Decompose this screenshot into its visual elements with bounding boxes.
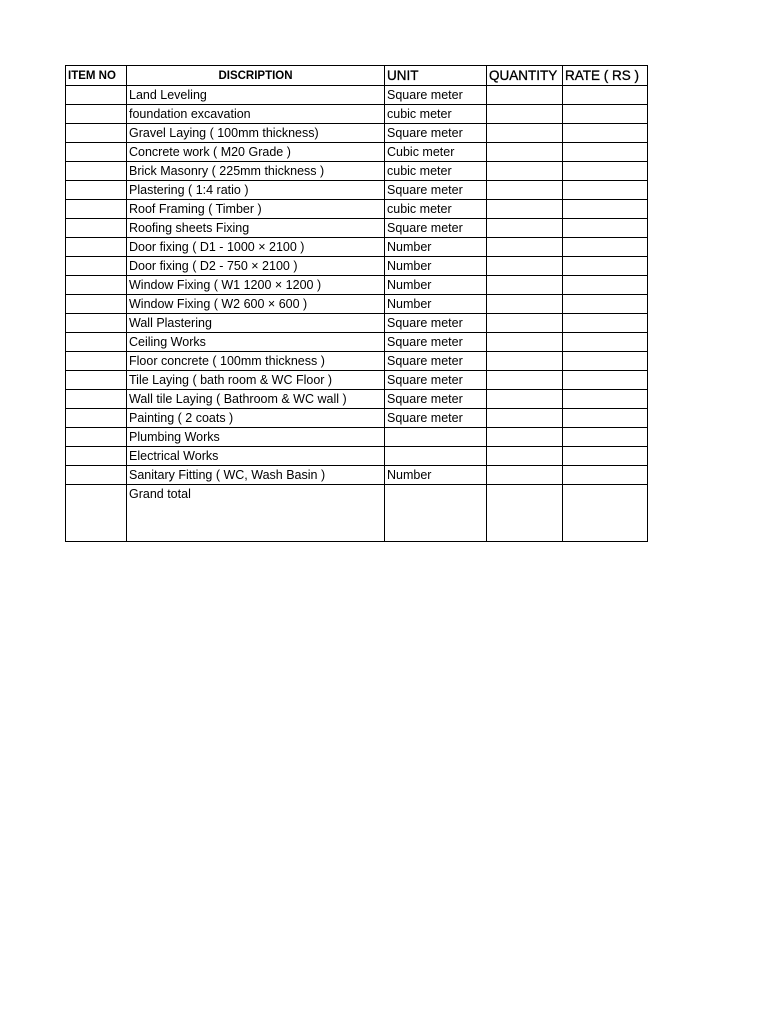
cell-unit[interactable]: Square meter xyxy=(385,390,487,409)
header-row xyxy=(66,66,648,86)
cell-description[interactable]: Wall Plastering xyxy=(127,314,385,333)
cell-unit[interactable]: Number xyxy=(385,276,487,295)
cell-description[interactable]: Concrete work ( M20 Grade ) xyxy=(127,143,385,162)
table-row xyxy=(66,447,648,466)
cell-description[interactable]: Gravel Laying ( 100mm thickness) xyxy=(127,124,385,143)
cell-quantity[interactable] xyxy=(487,105,563,124)
cell-unit[interactable]: Square meter xyxy=(385,352,487,371)
cell-unit[interactable] xyxy=(385,485,487,542)
table-row xyxy=(66,219,648,238)
table-row xyxy=(66,86,648,105)
cell-description[interactable]: Tile Laying ( bath room & WC Floor ) xyxy=(127,371,385,390)
cell-unit[interactable]: cubic meter xyxy=(385,105,487,124)
cell-item-no[interactable] xyxy=(66,466,127,485)
cell-item-no[interactable] xyxy=(66,200,127,219)
cell-rate[interactable] xyxy=(563,390,648,409)
cell-item-no[interactable] xyxy=(66,257,127,276)
boq-table xyxy=(65,65,648,542)
cell-item-no[interactable] xyxy=(66,86,127,105)
cell-description[interactable]: Wall tile Laying ( Bathroom & WC wall ) xyxy=(127,390,385,409)
cell-rate[interactable] xyxy=(563,371,648,390)
cell-unit[interactable]: Square meter xyxy=(385,409,487,428)
cell-quantity[interactable] xyxy=(487,295,563,314)
cell-unit[interactable]: Square meter xyxy=(385,314,487,333)
cell-description[interactable]: Roof Framing ( Timber ) xyxy=(127,200,385,219)
cell-item-no[interactable] xyxy=(66,447,127,466)
cell-quantity[interactable] xyxy=(487,390,563,409)
cell-quantity[interactable] xyxy=(487,333,563,352)
cell-unit[interactable]: cubic meter xyxy=(385,200,487,219)
table-row xyxy=(66,276,648,295)
table-row xyxy=(66,124,648,143)
cell-quantity[interactable] xyxy=(487,371,563,390)
cell-rate[interactable] xyxy=(563,466,648,485)
cell-unit[interactable]: Number xyxy=(385,295,487,314)
cell-unit[interactable]: Number xyxy=(385,238,487,257)
cell-rate[interactable] xyxy=(563,447,648,466)
cell-rate[interactable] xyxy=(563,105,648,124)
cell-item-no[interactable] xyxy=(66,371,127,390)
cell-description[interactable]: Window Fixing ( W1 1200 × 1200 ) xyxy=(127,276,385,295)
grand-total-label[interactable]: Grand total xyxy=(127,485,385,542)
cell-rate[interactable] xyxy=(563,352,648,371)
table-body xyxy=(66,86,648,542)
cell-description[interactable]: Land Leveling xyxy=(127,86,385,105)
cell-item-no[interactable] xyxy=(66,219,127,238)
cell-item-no[interactable] xyxy=(66,428,127,447)
cell-rate[interactable] xyxy=(563,200,648,219)
cell-rate[interactable] xyxy=(563,238,648,257)
cell-quantity[interactable] xyxy=(487,352,563,371)
cell-description[interactable]: Door fixing ( D2 - 750 × 2100 ) xyxy=(127,257,385,276)
cell-rate[interactable] xyxy=(563,257,648,276)
header-rate: RATE ( RS ) xyxy=(563,66,648,86)
cell-unit[interactable]: Number xyxy=(385,257,487,276)
cell-unit[interactable]: Square meter xyxy=(385,371,487,390)
cell-rate[interactable] xyxy=(563,143,648,162)
cell-rate[interactable] xyxy=(563,314,648,333)
cell-item-no[interactable] xyxy=(66,295,127,314)
cell-item-no[interactable] xyxy=(66,314,127,333)
cell-quantity[interactable] xyxy=(487,238,563,257)
cell-quantity[interactable] xyxy=(487,466,563,485)
cell-rate[interactable] xyxy=(563,295,648,314)
cell-item-no[interactable] xyxy=(66,238,127,257)
cell-description[interactable]: Plastering ( 1:4 ratio ) xyxy=(127,181,385,200)
cell-quantity[interactable] xyxy=(487,200,563,219)
cell-unit[interactable]: Cubic meter xyxy=(385,143,487,162)
table-row xyxy=(66,162,648,181)
table-row xyxy=(66,181,648,200)
table-row xyxy=(66,371,648,390)
cell-quantity[interactable] xyxy=(487,409,563,428)
cell-rate[interactable] xyxy=(563,162,648,181)
cell-rate[interactable] xyxy=(563,276,648,295)
cell-rate[interactable] xyxy=(563,219,648,238)
cell-description[interactable]: Roofing sheets Fixing xyxy=(127,219,385,238)
cell-item-no[interactable] xyxy=(66,162,127,181)
cell-quantity[interactable] xyxy=(487,181,563,200)
cell-quantity[interactable] xyxy=(487,143,563,162)
header-item-no: ITEM NO xyxy=(66,66,127,86)
cell-description[interactable]: Ceiling Works xyxy=(127,333,385,352)
cell-quantity[interactable] xyxy=(487,314,563,333)
cell-quantity[interactable] xyxy=(487,485,563,542)
table-row xyxy=(66,466,648,485)
cell-description[interactable]: Window Fixing ( W2 600 × 600 ) xyxy=(127,295,385,314)
cell-item-no[interactable] xyxy=(66,143,127,162)
cell-quantity[interactable] xyxy=(487,428,563,447)
table-row xyxy=(66,105,648,124)
cell-rate[interactable] xyxy=(563,124,648,143)
cell-unit[interactable]: Square meter xyxy=(385,219,487,238)
cell-unit[interactable]: Square meter xyxy=(385,86,487,105)
cell-rate[interactable] xyxy=(563,181,648,200)
cell-unit[interactable]: Square meter xyxy=(385,181,487,200)
cell-unit[interactable]: Square meter xyxy=(385,124,487,143)
cell-quantity[interactable] xyxy=(487,276,563,295)
cell-rate[interactable] xyxy=(563,333,648,352)
cell-item-no[interactable] xyxy=(66,352,127,371)
table-row xyxy=(66,143,648,162)
cell-unit[interactable]: Square meter xyxy=(385,333,487,352)
cell-quantity[interactable] xyxy=(487,124,563,143)
table-row xyxy=(66,257,648,276)
header-description: DISCRIPTION xyxy=(127,66,385,86)
cell-item-no[interactable] xyxy=(66,181,127,200)
cell-description[interactable]: Sanitary Fitting ( WC, Wash Basin ) xyxy=(127,466,385,485)
cell-unit[interactable] xyxy=(385,428,487,447)
cell-item-no[interactable] xyxy=(66,390,127,409)
table-row xyxy=(66,390,648,409)
cell-item-no[interactable] xyxy=(66,409,127,428)
cell-item-no[interactable] xyxy=(66,333,127,352)
cell-rate[interactable] xyxy=(563,86,648,105)
cell-item-no[interactable] xyxy=(66,105,127,124)
cell-quantity[interactable] xyxy=(487,162,563,181)
cell-item-no[interactable] xyxy=(66,485,127,542)
grand-total-value[interactable] xyxy=(563,485,648,542)
cell-item-no[interactable] xyxy=(66,124,127,143)
table-row xyxy=(66,200,648,219)
header-quantity: QUANTITY xyxy=(487,66,563,86)
cell-description[interactable]: Painting ( 2 coats ) xyxy=(127,409,385,428)
cell-quantity[interactable] xyxy=(487,219,563,238)
cell-quantity[interactable] xyxy=(487,86,563,105)
cell-description[interactable]: foundation excavation xyxy=(127,105,385,124)
cell-unit[interactable] xyxy=(385,447,487,466)
cell-quantity[interactable] xyxy=(487,257,563,276)
cell-description[interactable]: Door fixing ( D1 - 1000 × 2100 ) xyxy=(127,238,385,257)
cell-description[interactable]: Electrical Works xyxy=(127,447,385,466)
table-row xyxy=(66,428,648,447)
grand-total-row xyxy=(66,485,648,542)
cell-rate[interactable] xyxy=(563,428,648,447)
table-row xyxy=(66,238,648,257)
cell-unit[interactable]: Number xyxy=(385,466,487,485)
table-row xyxy=(66,333,648,352)
header-unit: UNIT xyxy=(385,66,487,86)
table-row xyxy=(66,295,648,314)
cell-unit[interactable]: cubic meter xyxy=(385,162,487,181)
table-row xyxy=(66,314,648,333)
table-row xyxy=(66,352,648,371)
cell-item-no[interactable] xyxy=(66,276,127,295)
cell-description[interactable]: Plumbing Works xyxy=(127,428,385,447)
cell-description[interactable]: Brick Masonry ( 225mm thickness ) xyxy=(127,162,385,181)
cell-description[interactable]: Floor concrete ( 100mm thickness ) xyxy=(127,352,385,371)
table-row xyxy=(66,409,648,428)
cell-quantity[interactable] xyxy=(487,447,563,466)
cell-rate[interactable] xyxy=(563,409,648,428)
